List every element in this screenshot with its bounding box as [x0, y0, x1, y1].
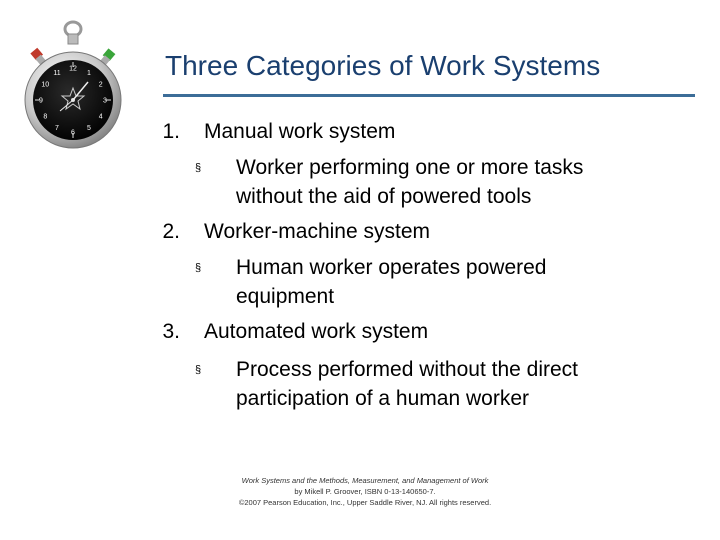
footer-line: ©2007 Pearson Education, Inc., Upper Saddle River, NJ. All rights reserved. [238, 498, 492, 507]
bullet-icon: § [195, 364, 202, 376]
stopwatch-numeral: 7 [55, 125, 59, 133]
stopwatch-numeral: 2 [98, 81, 103, 89]
bullet-line: participation of a human worker [236, 387, 529, 410]
stopwatch-numeral: 3 [103, 97, 107, 105]
stopwatch-numeral: 12 [69, 65, 77, 73]
item-bullet-1 [236, 153, 583, 211]
item-heading-3: Automated work system [204, 320, 429, 343]
item-heading-1: Manual work system [204, 120, 396, 143]
stopwatch-icon [20, 20, 132, 158]
bullet-line: without the aid of powered tools [236, 185, 532, 208]
stopwatch-numeral: 4 [98, 113, 103, 121]
slide-title: Three Categories of Work Systems [165, 50, 601, 81]
bullet-line: Process performed without the direct [236, 358, 578, 381]
stopwatch-numeral: 6 [71, 129, 75, 137]
stopwatch-numeral: 8 [43, 113, 48, 121]
bullet-icon: § [195, 262, 202, 274]
bullet-line: Worker performing one or more tasks [236, 156, 584, 179]
copyright-footer [200, 475, 530, 508]
stopwatch-numeral: 10 [41, 81, 50, 89]
stopwatch-numeral: 5 [87, 125, 91, 133]
item-heading-2: Worker-machine system [204, 220, 430, 243]
title-divider [163, 94, 695, 97]
item-bullet-2 [236, 253, 547, 311]
stopwatch-numeral: 1 [87, 69, 91, 77]
footer-line: by Mikell P. Groover, ISBN 0-13-140650-7. [294, 487, 436, 496]
item-number-2: 2. [162, 220, 180, 243]
stopwatch-numeral: 11 [53, 69, 61, 77]
footer-line: Work Systems and the Methods, Measurement, and Management of Work [241, 476, 489, 485]
item-number-1: 1. [162, 120, 180, 143]
item-number-3: 3. [162, 320, 180, 343]
item-bullet-3 [236, 355, 578, 413]
bullet-line: Human worker operates powered [236, 256, 547, 279]
stopwatch-numeral: 9 [39, 97, 43, 105]
bullet-line: equipment [236, 285, 335, 308]
bullet-icon: § [195, 162, 202, 174]
